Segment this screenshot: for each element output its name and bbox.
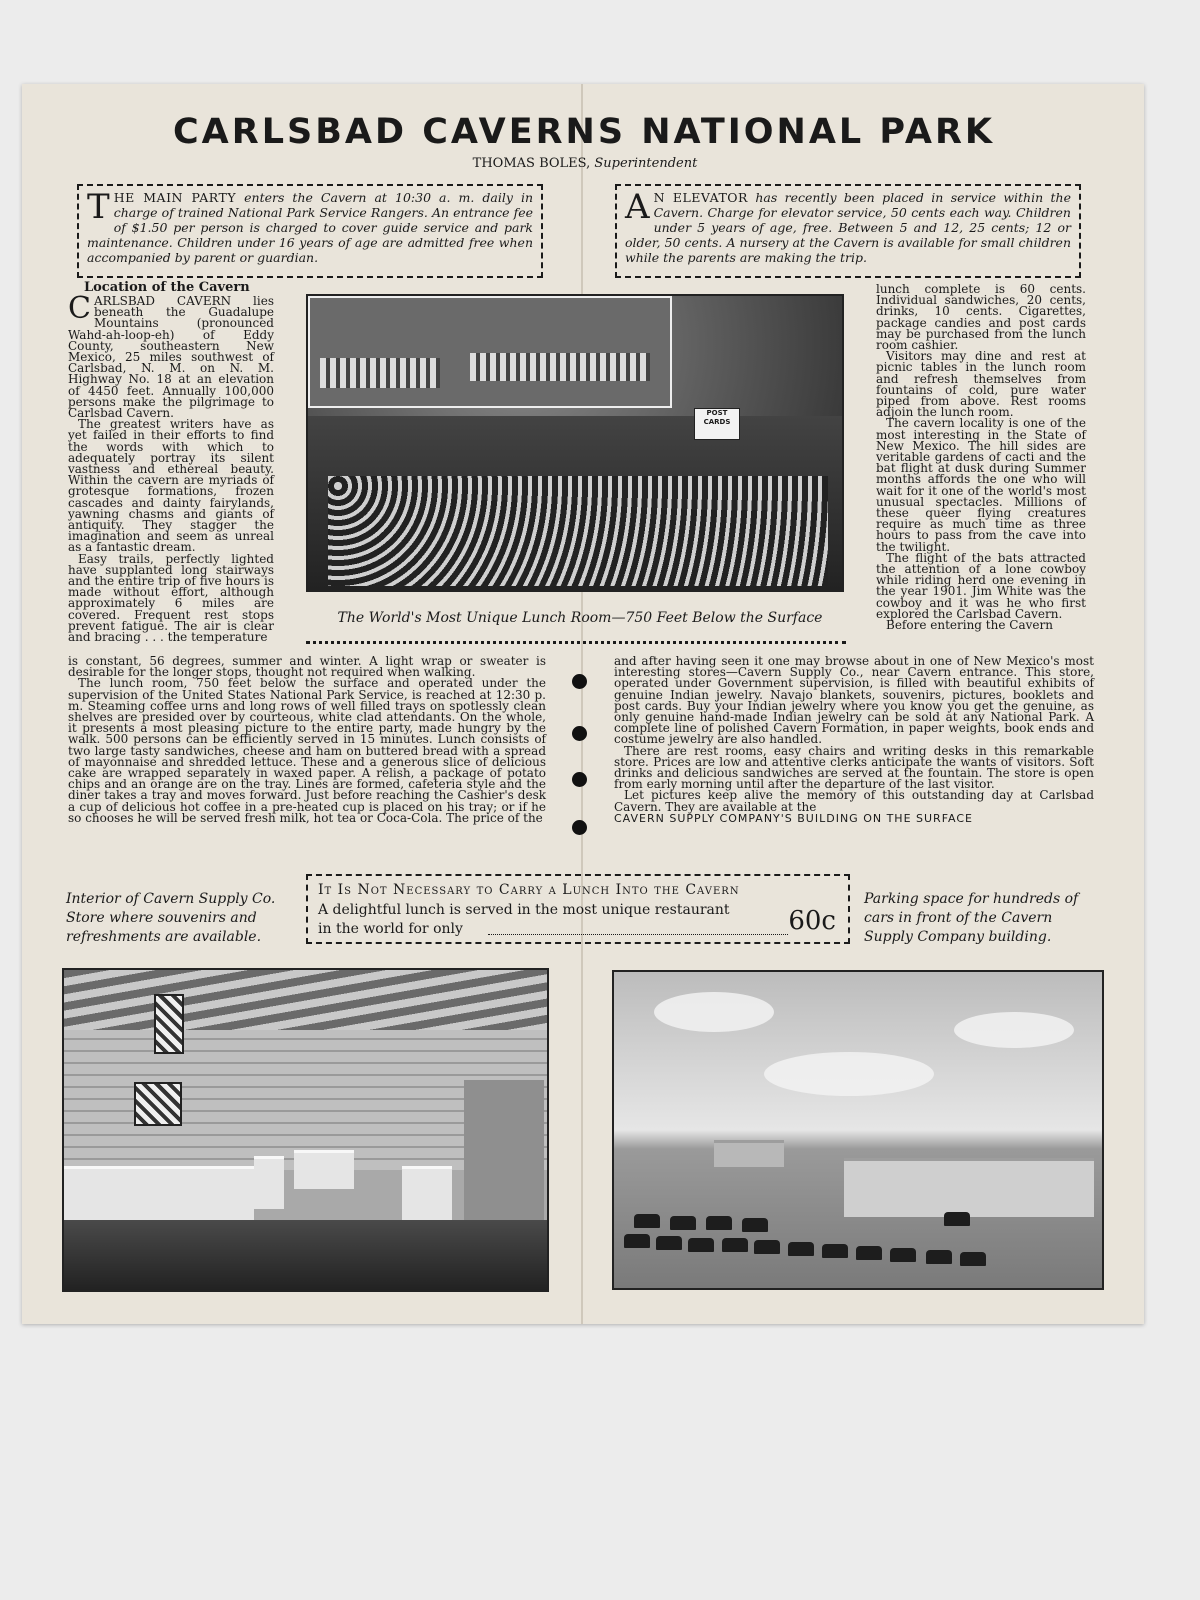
parked-car xyxy=(822,1244,848,1258)
paragraph: lunch complete is 60 cents. Individual sandwiches, 20 cents, drinks, 10 cents. Cigarettes, package candies and post cards may be purchased from the lunch room cashier. xyxy=(876,282,1086,353)
parked-car xyxy=(960,1252,986,1266)
lunch-price: 60c xyxy=(788,906,836,936)
parked-car xyxy=(926,1250,952,1264)
parked-car xyxy=(742,1218,768,1232)
superintendent-line xyxy=(420,156,750,171)
paragraph: The flight of the bats attracted the attention of a lone cowboy while riding herd one evening in the year 1901. Jim White was the cowboy and it was he who first explored the Carlsbad Cavern. xyxy=(876,550,1086,621)
notice-lead: N ELEVATOR xyxy=(653,190,748,205)
parked-car xyxy=(944,1212,970,1226)
store-heading: CAVERN SUPPLY COMPANY'S BUILDING ON THE SURFACE xyxy=(614,811,973,825)
leader-dots xyxy=(488,934,788,935)
superintendent-name: THOMAS BOLES, xyxy=(472,156,591,171)
superintendent-role: Superintendent xyxy=(594,156,698,171)
right-column xyxy=(876,284,1086,631)
parked-car xyxy=(890,1248,916,1262)
elevator-notice xyxy=(615,184,1081,278)
page-title: CARLSBAD CAVERNS NATIONAL PARK xyxy=(172,112,996,152)
main-party-notice xyxy=(77,184,543,278)
bullet-dot xyxy=(572,772,587,787)
bullet-dot xyxy=(572,726,587,741)
cloud xyxy=(654,992,774,1032)
lunch-room-caption: The World's Most Unique Lunch Room—750 Feet Below the Surface xyxy=(337,610,823,626)
paragraph: is constant, 56 degrees, summer and winter. A light wrap or sweater is desirable for the longer stops, thought not required when walking. xyxy=(68,654,546,680)
parked-car xyxy=(624,1234,650,1248)
lunch-notice-box xyxy=(306,874,850,944)
lunch-notice-line: in the world for only xyxy=(318,921,463,937)
paragraph: The greatest writers have as yet failed in their efforts to find the words with which to adequately portray its silent vastness and ethereal beauty. Within the cavern are myriads of grotesque formations, frozen cascades and dainty fairylands, yawning chasms and giants of antiquity. They stagger the imagination and seem as unreal as a fantastic dream. xyxy=(68,417,274,555)
bullet-dot xyxy=(572,820,587,835)
parked-car xyxy=(656,1236,682,1250)
left-column xyxy=(68,291,274,645)
notice-dropcap: A xyxy=(625,187,650,227)
parking-photo xyxy=(612,970,1104,1290)
notice-text: has recently been placed in service within the Cavern. Charge for elevator service, 50 cents each way. Children under 5 years of age, free. Between 5 and 12, 25 cents; 12 or older, 50 cents. A nursery at the Cavern is available for small children while the parents are making the trip. xyxy=(625,190,1071,265)
location-heading: Location of the Cavern xyxy=(84,280,250,295)
parked-car xyxy=(634,1214,660,1228)
paragraph-text: ARLSBAD CAVERN lies beneath the Guadalupe Mountains (pronounced Wahd-ah-loop-eh) of Eddy County, southeastern New Mexico, 25 miles southwest of Carlsbad, N. M. on N. M. Highway No. 18 at an elevation of 4450 feet. Annually 100,000 persons make the pilgrimage to Carlsbad Cavern. xyxy=(68,294,274,421)
paragraph: Easy trails, perfectly lighted have supplanted long stairways and the entire trip of five hours is made without effort, although approximately 6 miles are covered. Frequent rest stops prevent fatigue. The air is clear and bracing . . . the temperature xyxy=(68,551,274,645)
diners-crowd xyxy=(328,476,828,586)
bullet-dot xyxy=(572,674,587,689)
paragraph: Visitors may dine and rest at picnic tables in the lunch room and refresh themselves from fountains of cold, pure water piped from above. Rest rooms adjoin the lunch room. xyxy=(876,349,1086,420)
paragraph-dropcap: C xyxy=(68,291,91,326)
lunch-notice-line: A delightful lunch is served in the most unique restaurant xyxy=(318,902,730,918)
notice-lead: HE MAIN PARTY xyxy=(113,190,237,205)
inset-tables xyxy=(320,358,440,388)
parking-caption: Parking space for hundreds of cars in front of the Cavern Supply Company building. xyxy=(864,891,1079,945)
parked-car xyxy=(856,1246,882,1260)
paragraph xyxy=(68,291,274,421)
store-interior-photo xyxy=(62,968,549,1292)
parked-car xyxy=(670,1216,696,1230)
paragraph: The lunch room, 750 feet below the surface and operated under the supervision of the United States National Park Service, is reached at 12:30 p. m. Steaming coffee urns and long rows of well filled trays on spotlessly clean shelves are presided over by courteous, white clad attendants. On the whole, it presents a most pleasing picture to the entire party, made hungry by the walk. 500 persons can be efficiently served in 15 minutes. Lunch consists of two large tasty sandwiches, cheese and ham on buttered bread with a spread of mayonnaise and shredded lettuce. These and a generous slice of delicious cake are wrapped separately in waxed paper. A relish, a package of potato chips and an orange are on the tray. Lines are formed, cafeteria style and the diner takes a tray and moves forward. Just before reaching the Cashier's desk a cup of delicious hot coffee in a pre-heated cup is placed on his tray; or if he so chooses he will be served fresh milk, hot tea or Coca-Cola. The price of the xyxy=(68,676,546,825)
display-counter xyxy=(294,1150,354,1189)
paragraph: and after having seen it one may browse about in one of New Mexico's most interesting stores—Cavern Supply Co., near Cavern entrance. This store, operated under Government supervision, is filled with beautiful exhibits of genuine Indian jewelry. Navajo blankets, souvenirs, pictures, booklets and post cards. Buy your Indian jewelry where you know you get the genuine, as only genuine hand-made Indian jewelry can be sold at any National Park. A complete line of polished Cavern Formation, in paper weights, book ends and costume jewelry are also handled. xyxy=(614,654,1094,747)
bottom-left-column xyxy=(68,656,546,824)
parked-car xyxy=(722,1238,748,1252)
parked-car xyxy=(754,1240,780,1254)
inset-tables xyxy=(470,353,650,381)
center-fold xyxy=(581,84,583,1324)
navajo-rug xyxy=(154,994,184,1054)
cavern-supply-building xyxy=(844,1158,1094,1217)
display-counter xyxy=(254,1156,284,1209)
dotted-divider xyxy=(306,641,846,644)
parked-car xyxy=(788,1242,814,1256)
lunch-room-photo xyxy=(306,294,844,592)
sign-text: POST CARDS xyxy=(703,409,731,426)
inset-photo xyxy=(308,296,672,408)
paragraph: Let pictures keep alive the memory of this outstanding day at Carlsbad Cavern. They are available at the xyxy=(614,788,1094,814)
store-floor xyxy=(64,1220,547,1290)
bottom-right-column xyxy=(614,656,1094,824)
notice-text: enters the Cavern at 10:30 a. m. daily in charge of trained National Park Service Rangers. An entrance fee of $1.50 per person is charged to cover guide service and park maintenance. Children under 16 years of age are admitted free when accompanied by parent or guardian. xyxy=(87,190,533,265)
lunch-notice-title: It Is Not Necessary to Carry a Lunch Into the Cavern xyxy=(318,882,740,898)
post-cards-sign xyxy=(694,408,740,440)
paragraph: Before entering the Cavern xyxy=(886,618,1053,633)
notice-dropcap: T xyxy=(87,187,110,227)
parked-car xyxy=(688,1238,714,1252)
paragraph: The cavern locality is one of the most interesting in the State of New Mexico. The hill sides are veritable gardens of cacti and the bat flight at dusk during Summer months affords the one who will wait for it one of the world's most unusual spectacles. Millions of these queer flying creatures require as much time as three hours to pass from the cave into the twilight. xyxy=(876,416,1086,554)
parked-car xyxy=(706,1216,732,1230)
store-caption: Interior of Cavern Supply Co. Store where souvenirs and refreshments are available. xyxy=(66,891,276,945)
cloud xyxy=(954,1012,1074,1048)
navajo-rug xyxy=(134,1082,182,1126)
paragraph: There are rest rooms, easy chairs and writing desks in this remarkable store. Prices are low and attentive clerks anticipate the wants of visitors. Soft drinks and delicious sandwiches are served at the fountain. The store is open from early morning until after the departure of the last visitor. xyxy=(614,743,1094,792)
cloud xyxy=(764,1052,934,1096)
hillside-building xyxy=(714,1140,784,1167)
